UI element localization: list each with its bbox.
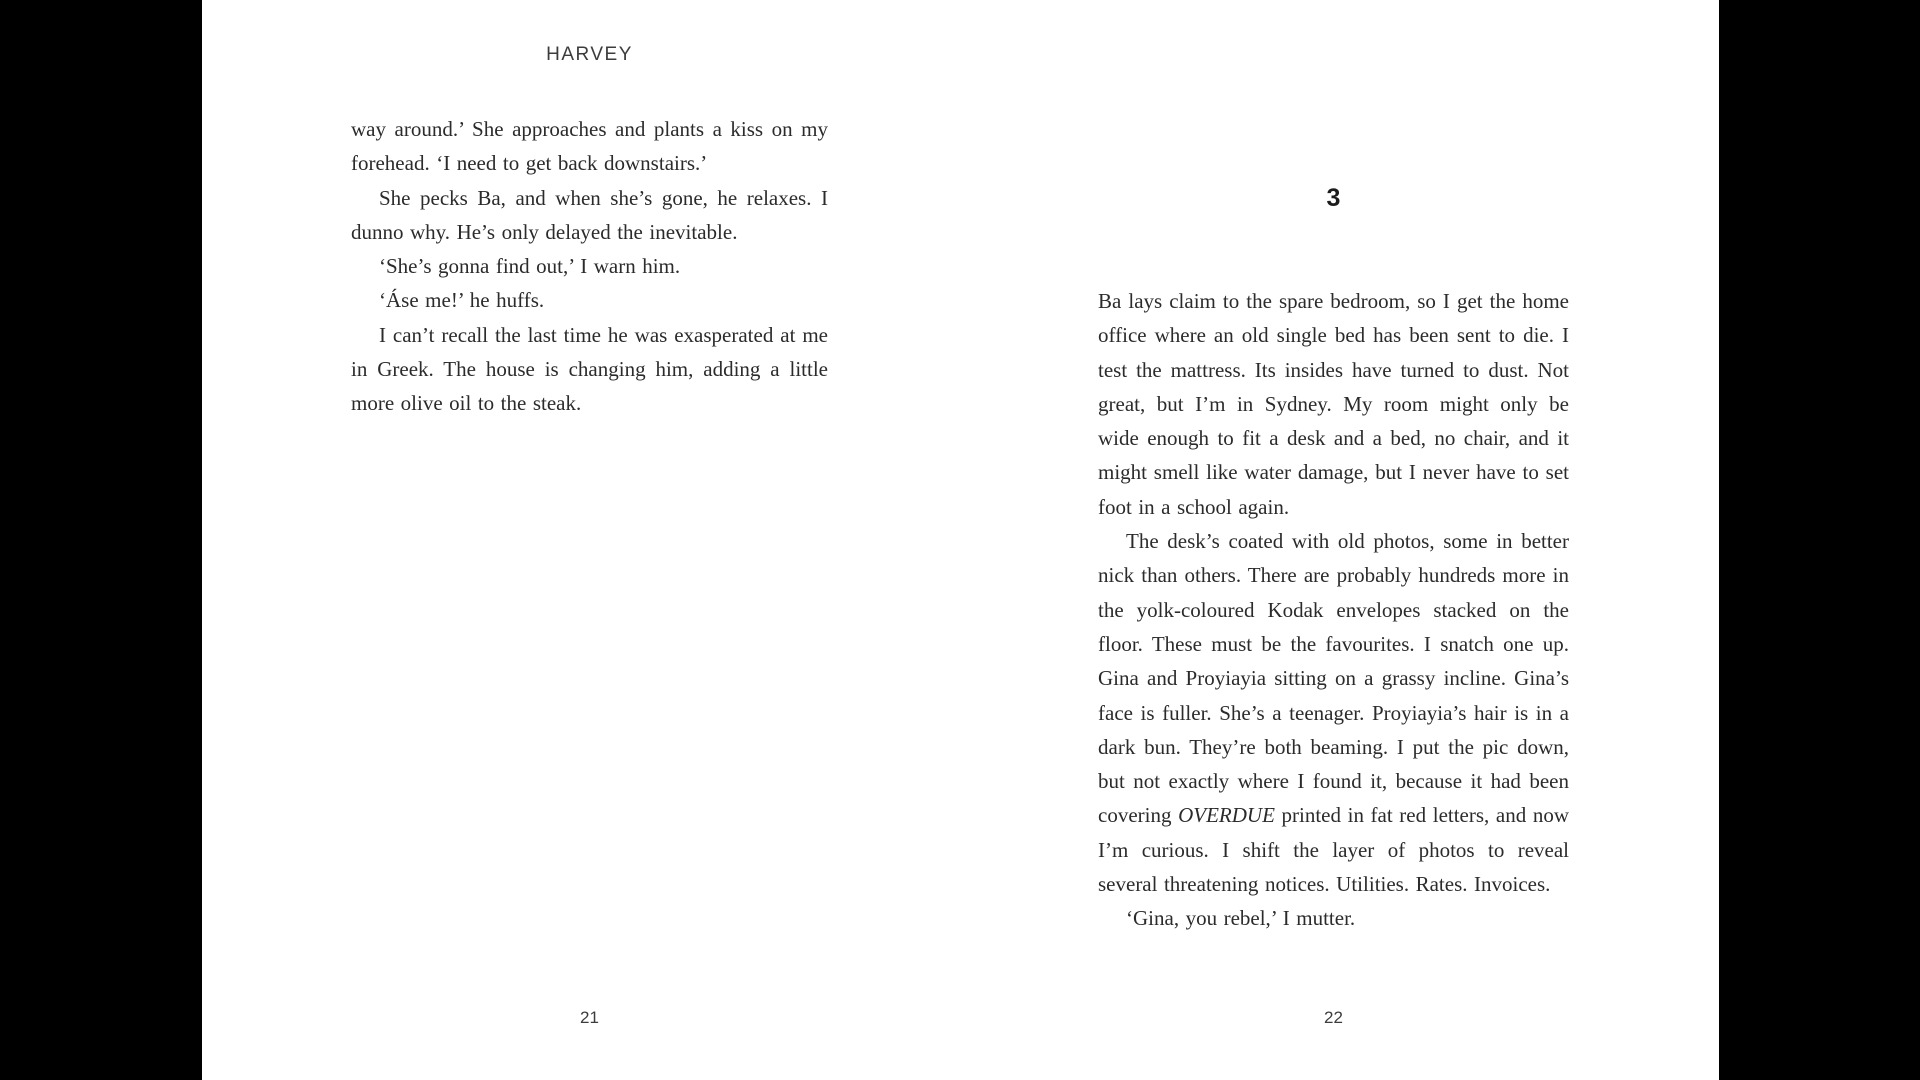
paragraph: I can’t recall the last time he was exasperated at me in Greek. The house is changing him, adding a little more olive oil to the steak. [351,322,828,416]
right-page-text [1098,284,1569,936]
paragraph: ‘She’s gonna find out,’ I warn him. [379,254,681,279]
letterbox-left [0,0,202,1080]
letterbox-right [1719,0,1920,1080]
paragraph: Ba lays claim to the spare bedroom, so I get the home office where an old single bed has been sent to die. I test the mattress. Its insides have turned to dust. Not great, but I’m in Sydney. My room might only be wide enough to fit a desk and a bed, no chair, and it might smell like water damage, but I never have to set foot in a school again. [1098,289,1569,519]
right-page-number: 22 [1324,1008,1343,1027]
right-page [960,0,1719,1080]
left-page-number: 21 [580,1008,599,1027]
book-spread [202,0,1719,1080]
paragraph: way around.’ She approaches and plants a kiss on my forehead. ‘I need to get back downstairs.’ [351,117,828,176]
left-page-text [351,112,828,421]
paragraph: She pecks Ba, and when she’s gone, he relaxes. I dunno why. He’s only delayed the inevitable. [351,185,828,244]
running-head: HARVEY [546,44,633,65]
paragraph: The desk’s coated with old photos, some in better nick than others. There are probably hundreds more in the yolk-coloured Kodak envelopes stacked on the floor. These must be the favourites. I snatch one up. Gina and Proyiayia sitting on a grassy incline. Gina’s face is fuller. She’s a teenager. Proyiayia’s hair is in a dark bun. They’re both beaming. I put the pic down, but not exactly where I found it, because it had been covering OVERDUE printed in fat red letters, and now I’m curious. I shift the layer of photos to reveal several threatening notices. Utilities. Rates. Invoices. [1098,529,1570,897]
paragraph: ‘Áse me!’ he huffs. [379,288,545,313]
paragraph: ‘Gina, you rebel,’ I mutter. [1126,906,1356,931]
left-page [202,0,960,1080]
italic-text: OVERDUE [1178,803,1275,828]
chapter-number: 3 [1326,184,1341,212]
